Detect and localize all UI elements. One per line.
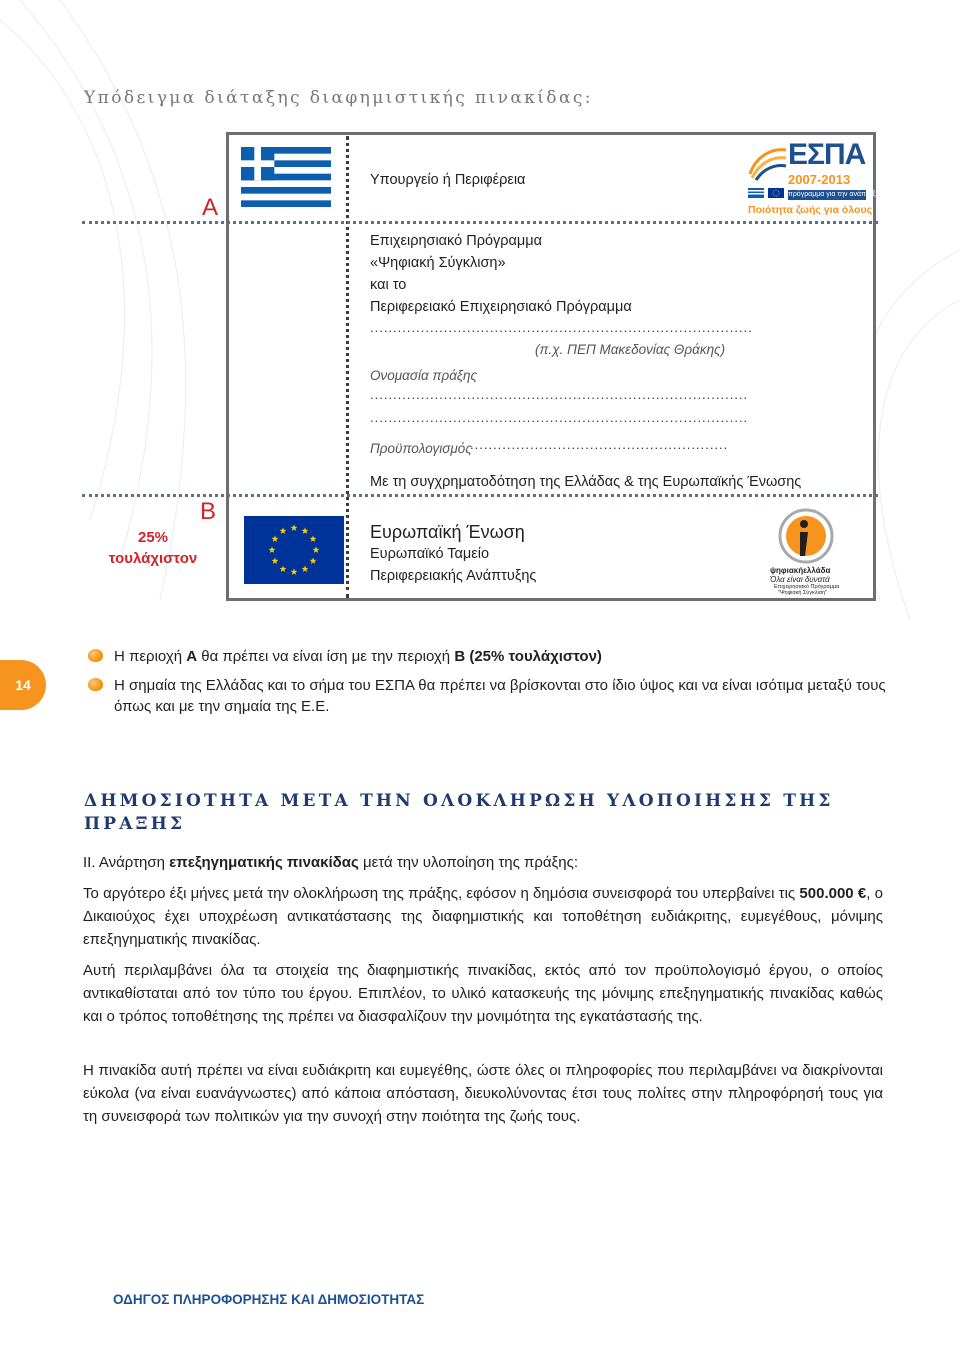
bullet-item-1 xyxy=(88,646,888,667)
espa-title: ΕΣΠΑ xyxy=(788,138,866,171)
espa-slogan: Ποιότητα ζωής για όλους xyxy=(748,204,873,216)
eu-line-1: Ευρωπαϊκή Ένωση xyxy=(370,522,525,542)
digital-greece-line1: Όλα είναι δυνατά xyxy=(770,575,830,584)
area-a-letter: Α xyxy=(202,194,219,221)
section-title: ΔΗΜΟΣΙΟΤΗΤΑ ΜΕΤΑ ΤΗΝ ΟΛΟΚΛΗΡΩΣΗ ΥΛΟΠΟΙΗΣΗΣ ΤΗΣ ΠΡΑΞΗΣ xyxy=(84,791,834,834)
espa-logo xyxy=(748,138,880,218)
program-placeholder-dots: ................................................................................... xyxy=(370,320,753,335)
paragraph-1-pre: Το αργότερο έξι μήνες μετά την ολοκλήρωση της πράξης, εφόσον η δημόσια συνεισφορά του υπερβαίνει τις xyxy=(83,885,800,902)
mini-flags-icon xyxy=(748,188,784,198)
budget-label: Προϋπολογισμός xyxy=(370,441,472,456)
area-b-boundary-line xyxy=(82,494,878,497)
orange-bullet-icon xyxy=(88,678,103,691)
program-example: (π.χ. ΠΕΠ Μακεδονίας Θράκης) xyxy=(535,342,726,357)
program-line-1: Επιχειρησιακό Πρόγραμμα xyxy=(370,233,542,249)
greek-flag-icon xyxy=(241,146,331,208)
bullet-1-pre: Η περιοχή xyxy=(114,648,187,665)
subheading-bold: επεξηγηματικής πινακίδας xyxy=(169,854,359,871)
digital-greece-line3: "Ψηφιακή Σύγκλιση" xyxy=(778,590,828,596)
bullet-1-mid: θα πρέπει να είναι ίση με την περιοχή xyxy=(197,648,455,665)
bullet-item-2 xyxy=(88,675,888,717)
project-name-dots-2: .................................................................................. xyxy=(370,410,749,425)
page-number-tab: 14 xyxy=(0,660,46,710)
eu-flag-icon xyxy=(244,516,344,584)
page-heading: Υπόδειγμα διάταξης διαφημιστικής πινακίδας: xyxy=(84,88,593,108)
subheading-pre: ΙΙ. Ανάρτηση xyxy=(83,854,170,871)
budget-dots: ........................................................ xyxy=(470,437,729,452)
cofinancing-label: Με τη συγχρηματοδότηση της Ελλάδας & της Ευρωπαϊκής Ένωσης xyxy=(370,474,802,490)
digital-greece-figure-icon xyxy=(778,508,834,564)
area-b-note xyxy=(108,527,198,569)
orange-bullet-icon xyxy=(88,649,103,662)
ministry-label: Υπουργείο ή Περιφέρεια xyxy=(370,172,526,188)
espa-swoosh-icon xyxy=(748,144,788,180)
bullet-1-bold-b: Β (25% τουλάχιστον) xyxy=(454,648,602,665)
paragraph-1 xyxy=(83,882,883,951)
project-name-dots-1: .................................................................................. xyxy=(370,387,749,402)
paragraph-3: Η πινακίδα αυτή πρέπει να είναι ευδιάκριτη και ευμεγέθης, ώστε όλες οι πληροφορίες που περιλαμβάνει να διακρίνονται εύκολα (να είναι ευανάγνωστες) από κάποια απόσταση, διευκολύνοντας έτσι τους πολίτες στην πληροφόρησή τους για τη συνεισφορά των πολιτικών για την συνοχή στην ποιότητα της ζωής τους. xyxy=(83,1062,883,1125)
digital-greece-logo xyxy=(768,508,846,596)
bullet-text-2: Η σημαία της Ελλάδας και το σήμα του ΕΣΠΑ θα πρέπει να βρίσκονται στο ίδιο ύψος και να είναι ισότιμα μεταξύ τους όπως και με την σημαία της Ε.Ε. xyxy=(114,677,886,715)
bullet-text-1 xyxy=(114,646,888,667)
paragraph-1-amount: 500.000 € xyxy=(799,885,867,902)
section-subheading xyxy=(83,851,883,874)
eu-line-2: Ευρωπαϊκό Ταμείο xyxy=(370,546,490,562)
digital-greece-brand: ψηφιακήελλάδα xyxy=(770,566,831,575)
area-b-minimum: τουλάχιστον xyxy=(108,550,198,567)
program-line-2: «Ψηφιακή Σύγκλιση» xyxy=(370,255,506,271)
espa-years: 2007-2013 xyxy=(788,172,851,187)
espa-subtitle: πρόγραμμα για την ανάπτυξη xyxy=(788,191,880,198)
footer-title: ΟΔΗΓΟΣ ΠΛΗΡΟΦΟΡΗΣΗΣ ΚΑΙ ΔΗΜΟΣΙΟΤΗΤΑΣ xyxy=(113,1292,425,1307)
area-b-percent: 25% xyxy=(137,529,169,546)
program-line-4: Περιφερειακό Επιχειρησιακό Πρόγραμμα xyxy=(370,299,632,315)
project-name-label: Ονομασία πράξης xyxy=(370,368,478,383)
vertical-divider xyxy=(346,136,349,598)
bullet-1-bold-a: Α xyxy=(186,648,198,665)
area-b-letter: Β xyxy=(200,498,217,525)
paragraph-2: Αυτή περιλαμβάνει όλα τα στοιχεία της διαφημιστικής πινακίδας, εκτός από τον προϋπολογισμό έργου, ο οποίος αντικαθίσταται από τον τύπο του έργου. Επιπλέον, το υλικό κατασκευής της μόνιμης επεξηγηματικής πινακίδας καθώς και ο τρόπος τοποθέτησης της πρέπει να διασφαλίζουν την μονιμότητα της εγκατάστασής της. xyxy=(83,962,883,1025)
subheading-post: μετά την υλοποίηση της πράξης: xyxy=(358,854,578,871)
digital-greece-line2: Επιχειρησιακό Πρόγραμμα xyxy=(774,584,840,590)
eu-line-3: Περιφερειακής Ανάπτυξης xyxy=(370,568,537,584)
program-line-3: και το xyxy=(370,277,407,293)
paragraph-1-post: , ο Δικαιούχος έχει υποχρέωση αντικατάστασης της διαφημιστικής και τοποθέτηση ευδιάκριτης, ευμεγέθους, μόνιμης επεξηγηματικής πινακίδας. xyxy=(83,885,883,948)
